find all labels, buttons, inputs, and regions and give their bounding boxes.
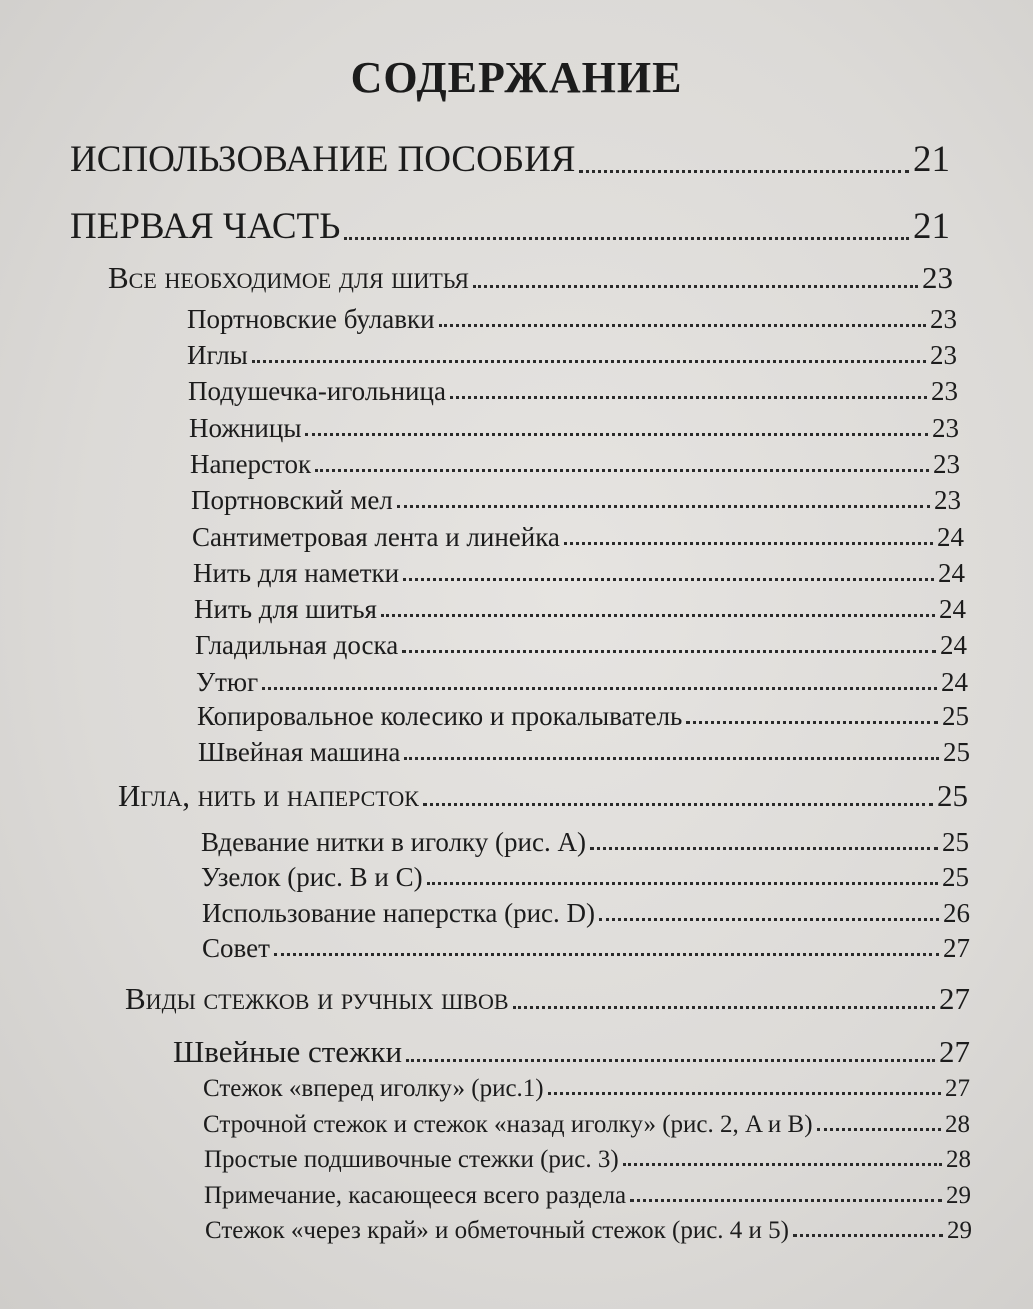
toc-entry-title: Примечание, касающееся всего раздела — [204, 1182, 627, 1209]
toc-entry-title: ИСПОЛЬЗОВАНИЕ ПОСОБИЯ — [70, 139, 576, 180]
toc-entry-title: Копировальное колесико и прокалыватель — [197, 701, 683, 731]
toc-entry-title: Подушечка-игольница — [188, 376, 446, 406]
toc-entry[interactable] — [201, 862, 969, 893]
toc-entry-title: ПЕРВАЯ ЧАСТЬ — [70, 206, 341, 247]
toc-entry-page: 27 — [943, 933, 970, 963]
toc-entry-page: 24 — [937, 522, 964, 552]
leader-dots — [513, 1006, 935, 1009]
toc-entry[interactable] — [192, 522, 964, 553]
toc-entry-page: 23 — [934, 485, 961, 515]
toc-entry[interactable] — [173, 1034, 970, 1070]
toc-entry-page: 24 — [938, 558, 965, 588]
toc-entry[interactable] — [201, 827, 969, 858]
toc-entry-title: Вдевание нитки в иголку (рис. A) — [201, 827, 586, 857]
toc-entry-page: 28 — [946, 1146, 971, 1173]
toc-entry[interactable] — [70, 138, 950, 181]
toc-entry[interactable] — [125, 981, 970, 1017]
toc-entry[interactable] — [194, 594, 966, 625]
toc-entry-title: Стежок «вперед иголку» (рис.1) — [203, 1075, 544, 1102]
toc-entry[interactable] — [108, 260, 953, 296]
toc-entry-page: 29 — [946, 1182, 971, 1209]
leader-dots — [450, 396, 927, 399]
toc-entry-page: 25 — [942, 827, 969, 857]
toc-entry-title: Наперсток — [190, 449, 312, 479]
leader-dots — [579, 170, 909, 173]
toc-entry[interactable] — [202, 898, 970, 929]
toc-entry-page: 23 — [922, 260, 953, 295]
toc-entry-page: 23 — [930, 304, 957, 334]
leader-dots — [686, 721, 938, 724]
toc-entry-page: 25 — [942, 862, 969, 892]
leader-dots — [406, 1059, 935, 1062]
toc-entry[interactable] — [188, 376, 958, 407]
toc-entry-page: 21 — [913, 139, 950, 180]
leader-dots — [439, 324, 926, 327]
toc-entry[interactable] — [203, 1075, 970, 1103]
leader-dots — [344, 237, 909, 240]
toc-entry[interactable] — [197, 701, 969, 732]
toc-entry-page: 24 — [939, 594, 966, 624]
toc-entry-page: 23 — [933, 449, 960, 479]
leader-dots — [403, 578, 934, 581]
leader-dots — [315, 469, 929, 472]
toc-entry[interactable] — [191, 485, 961, 516]
leader-dots — [305, 433, 928, 436]
toc-entry-page: 29 — [947, 1217, 972, 1244]
toc-entry[interactable] — [118, 778, 968, 814]
toc-entry[interactable] — [202, 933, 970, 964]
toc-entry-title: Ножницы — [189, 413, 302, 443]
toc-entry[interactable] — [193, 558, 965, 589]
toc-entry-title: Портновский мел — [191, 485, 393, 515]
toc-entry-page: 24 — [940, 630, 967, 660]
leader-dots — [793, 1234, 943, 1237]
toc-entry-page: 25 — [942, 701, 969, 731]
toc-entry[interactable] — [203, 1111, 970, 1139]
toc-entry-title: Виды стежков и ручных швов — [125, 981, 509, 1016]
leader-dots — [623, 1163, 942, 1166]
toc-entry-title: Нить для шитья — [194, 594, 377, 624]
toc-entry[interactable] — [189, 413, 959, 444]
toc-entry-title: Игла, нить и наперсток — [118, 778, 419, 813]
leader-dots — [817, 1128, 941, 1131]
leader-dots — [590, 847, 938, 850]
leader-dots — [381, 614, 935, 617]
toc-entry[interactable] — [190, 449, 960, 480]
toc-entry[interactable] — [205, 1217, 972, 1245]
toc-entry-title: Узелок (рис. B и C) — [201, 862, 423, 892]
toc-entry-page: 28 — [945, 1111, 970, 1138]
leader-dots — [252, 360, 926, 363]
leader-dots — [630, 1199, 942, 1202]
toc-entry[interactable] — [204, 1146, 971, 1174]
page-title: СОДЕРЖАНИЕ — [350, 53, 683, 102]
toc-entry-page: 24 — [941, 667, 968, 697]
toc-entry-page: 27 — [939, 981, 970, 1016]
toc-entry[interactable] — [196, 667, 968, 698]
toc-entry-page: 27 — [939, 1034, 970, 1069]
toc-entry-title: Использование наперстка (рис. D) — [202, 898, 596, 928]
toc-entry-title: Все необходимое для шитья — [108, 260, 469, 295]
leader-dots — [427, 882, 938, 885]
toc-entry[interactable] — [195, 630, 967, 661]
leader-dots — [274, 953, 939, 956]
leader-dots — [473, 285, 918, 288]
toc-entry-title: Швейные стежки — [173, 1034, 403, 1069]
toc-entry-page: 25 — [943, 737, 970, 767]
toc-entry[interactable] — [198, 737, 970, 768]
toc-entry-title: Простые подшивочные стежки (рис. 3) — [204, 1146, 619, 1173]
leader-dots — [599, 918, 939, 921]
toc-entry-title: Портновские булавки — [187, 304, 435, 334]
toc-entry-title: Стежок «через край» и обметочный стежок (рис. 4 и 5) — [205, 1217, 789, 1244]
toc-entry[interactable] — [70, 205, 950, 248]
toc-entry-title: Иглы — [187, 340, 248, 370]
leader-dots — [404, 757, 939, 760]
toc-entry-page: 26 — [943, 898, 970, 928]
leader-dots — [402, 650, 936, 653]
leader-dots — [564, 542, 933, 545]
toc-entry-page: 25 — [937, 778, 968, 813]
toc-entry[interactable] — [187, 304, 957, 335]
toc-entry-page: 23 — [931, 376, 958, 406]
toc-entry-title: Швейная машина — [198, 737, 401, 767]
leader-dots — [423, 803, 933, 806]
toc-entry-title: Совет — [202, 933, 270, 963]
toc-entry[interactable] — [187, 340, 957, 371]
toc-entry-page: 27 — [945, 1075, 970, 1102]
toc-entry-title: Сантиметровая лента и линейка — [192, 522, 560, 552]
toc-entry-page: 23 — [930, 340, 957, 370]
toc-entry-title: Нить для наметки — [193, 558, 400, 588]
toc-entry-page: 21 — [913, 206, 950, 247]
leader-dots — [548, 1092, 941, 1095]
toc-entry-title: Утюг — [196, 667, 259, 697]
leader-dots — [397, 505, 930, 508]
toc-entry-page: 23 — [932, 413, 959, 443]
toc-entry-title: Гладильная доска — [195, 630, 399, 660]
toc-entry[interactable] — [204, 1182, 971, 1210]
toc-entry-title: Строчной стежок и стежок «назад иголку» (рис. 2, A и B) — [203, 1111, 813, 1138]
leader-dots — [262, 687, 937, 690]
